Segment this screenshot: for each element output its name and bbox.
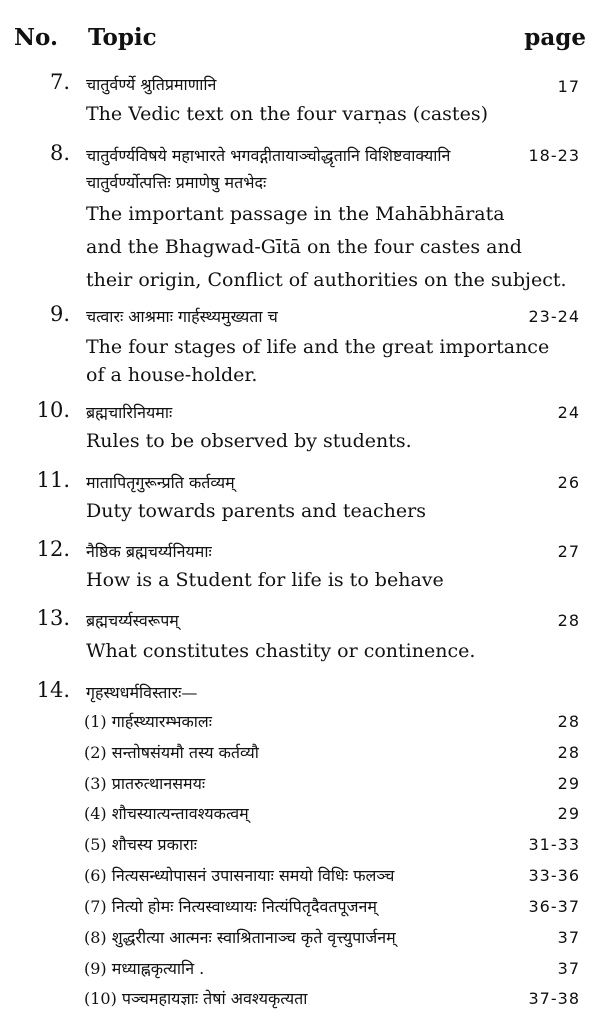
header-topic: Topic — [88, 24, 157, 51]
entry-number: 8. — [49, 141, 70, 165]
entry-english-line: their origin, Conflict of authorities on the subject. — [86, 269, 567, 291]
entry-english-line: Rules to be observed by students. — [86, 430, 412, 452]
subentry-10 — [0, 987, 600, 1013]
entry-page: 17 — [557, 77, 580, 96]
toc-header — [14, 24, 586, 60]
subentry-4 — [0, 802, 600, 828]
header-no: No. — [14, 24, 58, 51]
subentry-3 — [0, 772, 600, 798]
entry-page: 28 — [557, 611, 580, 630]
subentry-page: 36-37 — [528, 897, 580, 916]
entry-number: 10. — [36, 398, 70, 422]
entry-sanskrit: ब्रह्मचारिनियमाः — [86, 403, 173, 422]
subentry-label: (8) शुद्धरीत्या आत्मनः स्वाश्रितानाञ्च कृते वृत्त्युपार्जनम् — [84, 928, 396, 947]
subentry-label: (5) शौचस्य प्रकाराः — [84, 835, 197, 854]
entry-english-line: of a house-holder. — [86, 364, 258, 386]
subentry-label: (6) नित्यसन्ध्योपासनं उपासनायाः समयो विधिः फलञ्च — [84, 866, 395, 885]
subentry-label: (9) मध्याह्नकृत्यानि . — [84, 959, 205, 978]
subentry-2 — [0, 741, 600, 767]
subentry-page: 37 — [557, 928, 580, 947]
subentry-label: (1) गार्हस्थ्यारम्भकालः — [84, 712, 213, 731]
entry-sanskrit: नैष्ठिक ब्रह्मचर्य्यनियमाः — [86, 542, 212, 561]
subentry-page: 29 — [557, 774, 580, 793]
subentry-8 — [0, 926, 600, 952]
entry-page: 26 — [557, 473, 580, 492]
entry-english-line: How is a Student for life is to behave — [86, 569, 444, 591]
subentry-label: (2) सन्तोषसंयमौ तस्य कर्तव्यौ — [84, 743, 259, 762]
entry-number: 7. — [49, 70, 70, 94]
entry-page: 23-24 — [528, 307, 580, 326]
subentry-6 — [0, 864, 600, 890]
subentry-page: 31-33 — [528, 835, 580, 854]
subentry-label: (3) प्रातरुत्थानसमयः — [84, 774, 206, 793]
entry-number: 11. — [36, 468, 70, 492]
entry-number: 13. — [36, 606, 70, 630]
subentry-page: 28 — [557, 743, 580, 762]
entry-number: 12. — [36, 537, 70, 561]
subentry-label: (10) पञ्चमहायज्ञाः तेषां अवश्यकृत्यता — [84, 989, 308, 1008]
subentry-label: (7) नित्यो होमः नित्यस्वाध्यायः नित्यंपितृदैवतपूजनम् — [84, 897, 377, 916]
subentry-page: 33-36 — [528, 866, 580, 885]
entry-english-line: The Vedic text on the four varṇas (castes) — [86, 103, 488, 125]
entry-page: 24 — [557, 403, 580, 422]
subentry-page: 37 — [557, 959, 580, 978]
entry-page: 27 — [557, 542, 580, 561]
entry-sanskrit-line2: चातुर्वर्ण्योत्पत्तिः प्रमाणेषु मतभेदः — [86, 173, 267, 192]
header-page: page — [524, 24, 586, 51]
subentry-page: 37-38 — [528, 989, 580, 1008]
entry-sanskrit: गृहस्थधर्मविस्तारः— — [86, 683, 198, 702]
subentry-1 — [0, 710, 600, 736]
entry-sanskrit: चातुर्वर्ण्ये श्रुतिप्रमाणानि — [86, 75, 217, 94]
entry-number: 14. — [36, 678, 70, 702]
subentry-page: 28 — [557, 712, 580, 731]
entry-sanskrit: चातुर्वर्ण्यविषये महाभारते भगवद्गीतायाञ्चोद्धृतानि विशिष्टवाक्यानि — [86, 146, 451, 165]
entry-page: 18-23 — [528, 146, 580, 165]
subentry-page: 29 — [557, 804, 580, 823]
entry-sanskrit: ब्रह्मचर्य्यस्वरूपम् — [86, 611, 179, 630]
subentry-7 — [0, 895, 600, 921]
subentry-9 — [0, 957, 600, 983]
entry-sanskrit: मातापितृगुरून्प्रति कर्तव्यम् — [86, 473, 235, 492]
subentry-label: (4) शौचस्यात्यन्तावश्यकत्वम् — [84, 804, 249, 823]
entry-english-line: and the Bhagwad-Gītā on the four castes and — [86, 236, 522, 258]
entry-sanskrit: चत्वारः आश्रमाः गार्हस्थ्यमुख्यता च — [86, 307, 278, 326]
entry-english-line: The four stages of life and the great importance — [86, 336, 550, 358]
subentry-5 — [0, 833, 600, 859]
entry-english-line: What constitutes chastity or continence. — [86, 640, 476, 662]
entry-english-line: The important passage in the Mahābhārata — [86, 203, 505, 225]
entry-number: 9. — [49, 302, 70, 326]
entry-english-line: Duty towards parents and teachers — [86, 500, 426, 522]
